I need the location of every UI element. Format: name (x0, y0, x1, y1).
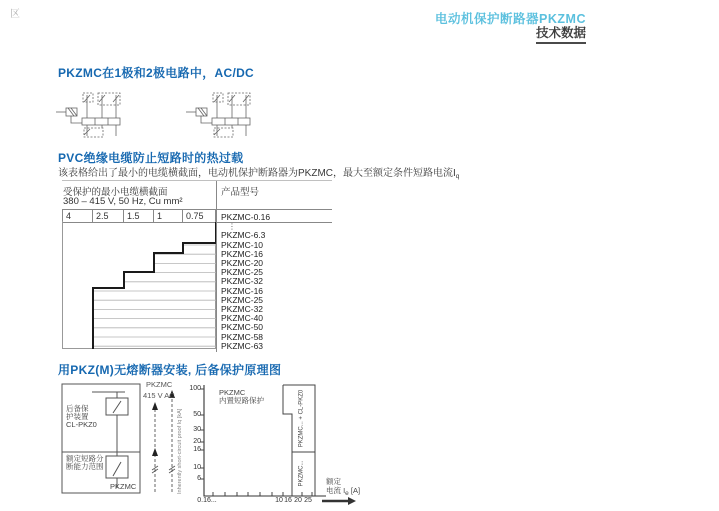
cable-step-chart (62, 221, 216, 349)
cross-section-cell: 0.75 (183, 210, 216, 222)
coordination-title-line1: PKZMC (219, 388, 246, 397)
product-row: PKZMC-10 (221, 239, 264, 250)
cross-section-cell: 1 (154, 210, 183, 222)
supply-device-label: PKZMC (146, 380, 173, 389)
product-row: PKZMC-32 (221, 276, 264, 287)
x-tick-label: 10 (275, 497, 283, 504)
x-tick-label: 20 (294, 497, 302, 504)
coordination-chart-title (219, 389, 264, 405)
backup-box2-label (66, 455, 104, 471)
y-tick-label: 6 (197, 475, 201, 482)
product-column-divider (216, 181, 217, 352)
min-cable-staircase (93, 222, 216, 349)
section2-body (58, 164, 459, 180)
section2-heading: PVC绝缘电缆防止短路时的热过载 (58, 151, 244, 165)
backup-box1-line3: CL-PKZ0 (66, 420, 97, 429)
coordination-title-line2: 内置短路保护 (219, 396, 264, 405)
coordination-y-axis-labels (184, 378, 201, 511)
x-tick-label: 25 (304, 497, 312, 504)
product-row: PKZMC-40 (221, 313, 264, 324)
y-tick-label: 10 (193, 464, 201, 471)
product-row: PKZMC-6.3 (221, 230, 266, 241)
section2-body-subscript: q (455, 173, 460, 180)
current-axis-label-line1: 额定 (326, 477, 341, 486)
product-list (221, 213, 301, 355)
corner-mark: 区 (10, 9, 20, 20)
page-title: 电动机保护断路器PKZMC (435, 12, 586, 26)
cable-chart-top-rule (62, 180, 332, 181)
y-tick-label: 20 (193, 438, 201, 445)
product-row: PKZMC-16 (221, 285, 264, 296)
y-tick-label: 100 (189, 385, 201, 392)
region-label-pkzmc: PKZMC... (298, 460, 305, 487)
product-row: PKZMC-0.16 (221, 212, 271, 222)
section2-body-text: 该表格给出了最小的电缆横截面，电动机保护断路器为PKZMC，最大至额定条件短路电流I (58, 168, 456, 179)
current-axis-unit: [A] (348, 486, 361, 495)
product-column-header: 产品型号 (221, 187, 260, 198)
backup-box1-line2: 护装置 (66, 412, 89, 421)
y-tick-label: 50 (193, 411, 201, 418)
product-row: PKZMC-63 (221, 340, 264, 351)
backup-box2-line1: 额定短路分 (66, 454, 104, 463)
product-row: PKZMC-25 (221, 267, 264, 278)
backup-box2-line2: 断能力范围 (66, 462, 104, 471)
circuit-diagram-1 (56, 92, 122, 140)
y-tick-label: 30 (193, 426, 201, 433)
y-tick-label: 16 (193, 446, 201, 453)
cross-section-cell: 1.5 (124, 210, 154, 222)
axis-arrow-icon (322, 497, 356, 505)
product-row: PKZMC-16 (221, 248, 264, 259)
voltage-label: 415 V AC (143, 391, 175, 400)
backup-box1-label (66, 405, 97, 429)
current-axis-text: 电流 I (326, 486, 346, 495)
product-row: PKZMC-58 (221, 331, 264, 342)
cable-chart-subtitle: 380 – 415 V, 50 Hz, Cu mm² (63, 196, 183, 207)
region-label-backup: PKZMC... + CL-PKZ0 (298, 389, 305, 448)
x-tick-label: 0.16... (197, 497, 217, 504)
circuit-diagram-2 (186, 92, 252, 140)
product-row: PKZMC-32 (221, 304, 264, 314)
product-ellipsis: ⋮ (228, 222, 236, 232)
backup-box1-line1: 后备保 (66, 404, 89, 413)
cross-section-cell: 4 (62, 210, 93, 222)
section3-heading: 用PKZ(M)无熔断器安装, 后备保护原理图 (58, 363, 282, 377)
x-tick-label: 16 (284, 497, 292, 504)
inherent-short-circuit-label: Inherently short-circuit proof Iq [kA] (177, 408, 183, 494)
cable-chart-title: 受保护的最小电缆横截面 (63, 187, 168, 198)
page-subtitle: 技术数据 (536, 23, 586, 44)
product-row: PKZMC-50 (221, 322, 264, 333)
current-axis-subscript: e (345, 490, 349, 497)
backup-box2-device: PKZMC (110, 482, 137, 491)
section1-heading: PKZMC在1极和2极电路中，AC/DC (58, 66, 255, 80)
cross-section-cell: 2.5 (93, 210, 124, 222)
product-row: PKZMC-20 (221, 258, 264, 268)
product-row: PKZMC-25 (221, 294, 264, 305)
